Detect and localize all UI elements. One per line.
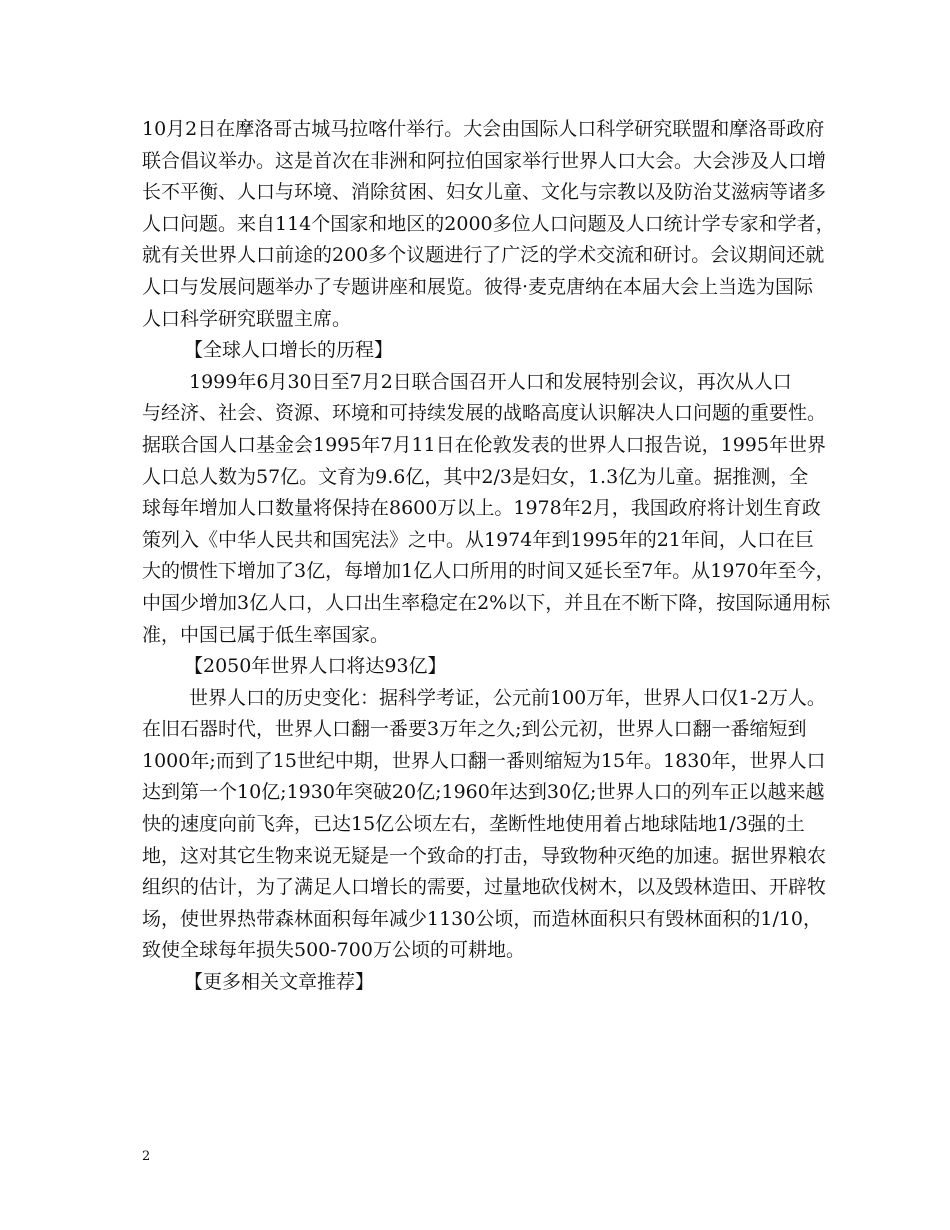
paragraph-line: 快的速度向前飞奔，已达15亿公顷左右，垄断性地使用着占地球陆地1/3强的土 — [142, 813, 805, 836]
paragraph-line: 场，使世界热带森林面积每年减少1130公顷，而造林面积只有毁林面积的1/10， — [142, 907, 823, 930]
paragraph-line: 世界人口的历史变化：据科学考证，公元前100万年，世界人口仅1-2万人。 — [189, 686, 826, 709]
paragraph-line: 球每年增加人口数量将保持在8600万以上。1978年2月，我国政府将计划生育政 — [142, 497, 821, 520]
paragraph-line: 地，这对其它生物来说无疑是一个致命的打击，导致物种灭绝的加速。据世界粮农 — [142, 844, 827, 867]
paragraph-line: 1000年;而到了15世纪中期，世界人口翻一番则缩短为15年。1830年，世界人口 — [142, 749, 826, 772]
paragraph-line: 10月2日在摩洛哥古城马拉喀什举行。大会由国际人口科学研究联盟和摩洛哥政府 — [142, 118, 825, 140]
paragraph-line: 大的惯性下增加了3亿，每增加1亿人口所用的时间又延长至7年。从1970年至今， — [142, 560, 835, 583]
paragraph-line: 人口问题。来自114个国家和地区的2000多位人口问题及人口统计学专家和学者， — [142, 212, 835, 235]
paragraph-line: 人口与发展问题举办了专题讲座和展览。彼得·麦克唐纳在本届大会上当选为国际 — [142, 275, 814, 298]
paragraph-line: 长不平衡、人口与环境、消除贫困、妇女儿童、文化与宗教以及防治艾滋病等诸多 — [142, 181, 827, 204]
paragraph-line: 策列入《中华人民共和国宪法》之中。从1974年到1995年的21年间，人口在巨 — [142, 528, 814, 551]
paragraph-line: 人口总人数为57亿。文育为9.6亿，其中2/3是妇女，1.3亿为儿童。据推测，全 — [142, 465, 809, 488]
paragraph-line: 中国少增加3亿人口，人口出生率稳定在2%以下，并且在不断下降，按国际通用标 — [142, 591, 831, 614]
paragraph-line: 就有关世界人口前途的200多个议题进行了广泛的学术交流和研讨。会议期间还就 — [142, 244, 825, 267]
paragraph-line: 人口科学研究联盟主席。 — [142, 307, 352, 330]
document-body — [142, 114, 835, 999]
paragraph-line: 在旧石器时代，世界人口翻一番要3万年之久;到公元初，世界人口翻一番缩短到 — [142, 718, 807, 741]
paragraph-line: 达到第一个10亿;1930年突破20亿;1960年达到30亿;世界人口的列车正以越来越 — [142, 781, 825, 804]
paragraph-line: 1999年6月30日至7月2日联合国召开人口和发展特别会议，再次从人口 — [189, 370, 792, 393]
paragraph-line: 与经济、社会、资源、环境和可持续发展的战略高度认识解决人口问题的重要性。 — [142, 402, 827, 425]
paragraph-line: 据联合国人口基金会1995年7月11日在伦敦发表的世界人口报告说，1995年世界 — [142, 433, 826, 456]
section-heading: 【2050年世界人口将达93亿】 — [184, 655, 447, 678]
paragraph-line: 组织的估计，为了满足人口增长的需要，过量地砍伐树木，以及毁林造田、开辟牧 — [142, 876, 827, 899]
paragraph-line: 致使全球每年损失500-700万公顷的可耕地。 — [142, 939, 525, 962]
paragraph-line: 联合倡议举办。这是首次在非洲和阿拉伯国家举行世界人口大会。大会涉及人口增 — [142, 149, 827, 172]
paragraph-line: 准，中国已属于低生率国家。 — [142, 623, 390, 646]
page-number: 2 — [142, 1149, 151, 1164]
section-heading: 【全球人口增长的历程】 — [184, 339, 394, 362]
section-heading: 【更多相关文章推荐】 — [184, 971, 375, 994]
